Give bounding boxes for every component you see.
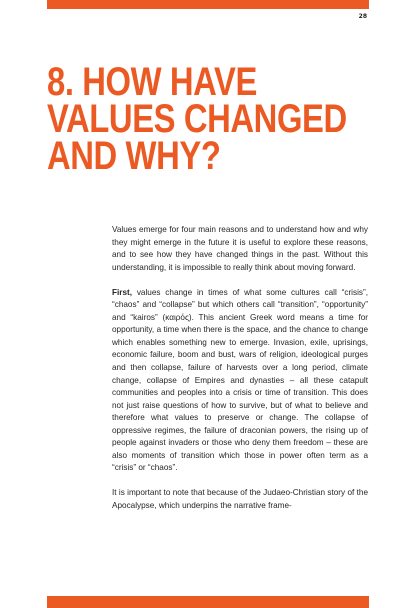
paragraph-apocalypse: It is important to note that because of the Judaeo-Christian story of the Apocalypse, which underpins the narrative frame- [112,488,368,510]
chapter-title-line-1: 8. HOW HAVE [47,60,257,104]
top-accent-bar [47,0,369,9]
paragraph-intro: Values emerge for four main reasons and to understand how and why they might emerge in the future it is useful to explore these reasons, and to see how they have changed things in the past. Without this understanding, it is impossible to really think about moving forward. [112,225,368,272]
paragraph-first-reason-text: values change in times of what some cultures call “crisis”, “chaos” and “collapse” but which others call “transition”, “opportunity” and “kairos” (καιρός). This ancient Greek word means a time for opportunity, a time when there is the space, and the chance to change which enables something new to emerge. Invasion, exile, uprisings, economic failure, boom and bust, wars of religion, ideological purges and then collapse, failure of harvests over a long period, climate change, collapse of Empires and dynasties – all these catapult communities and peoples into a crisis or time of transition. This does not just raise questions of how to survive, but of what to believe and therefore what values to preserve or change. The collapse of oppressive regimes, the failure of draconian powers, the rising up of people against invaders or those who deny them freedom – these are also moments of transition which those in power often term as a “crisis” or “chaos”. [112,287,368,473]
paragraph-first-reason [112,287,368,475]
body-text [112,224,368,525]
page-number: 28 [358,13,367,20]
chapter-title-line-2: VALUES CHANGED [47,97,347,141]
chapter-title [47,60,347,178]
chapter-title-line-3: AND WHY? [47,134,221,178]
bottom-accent-bar [47,596,369,608]
paragraph-lead-word: First, [112,287,133,297]
